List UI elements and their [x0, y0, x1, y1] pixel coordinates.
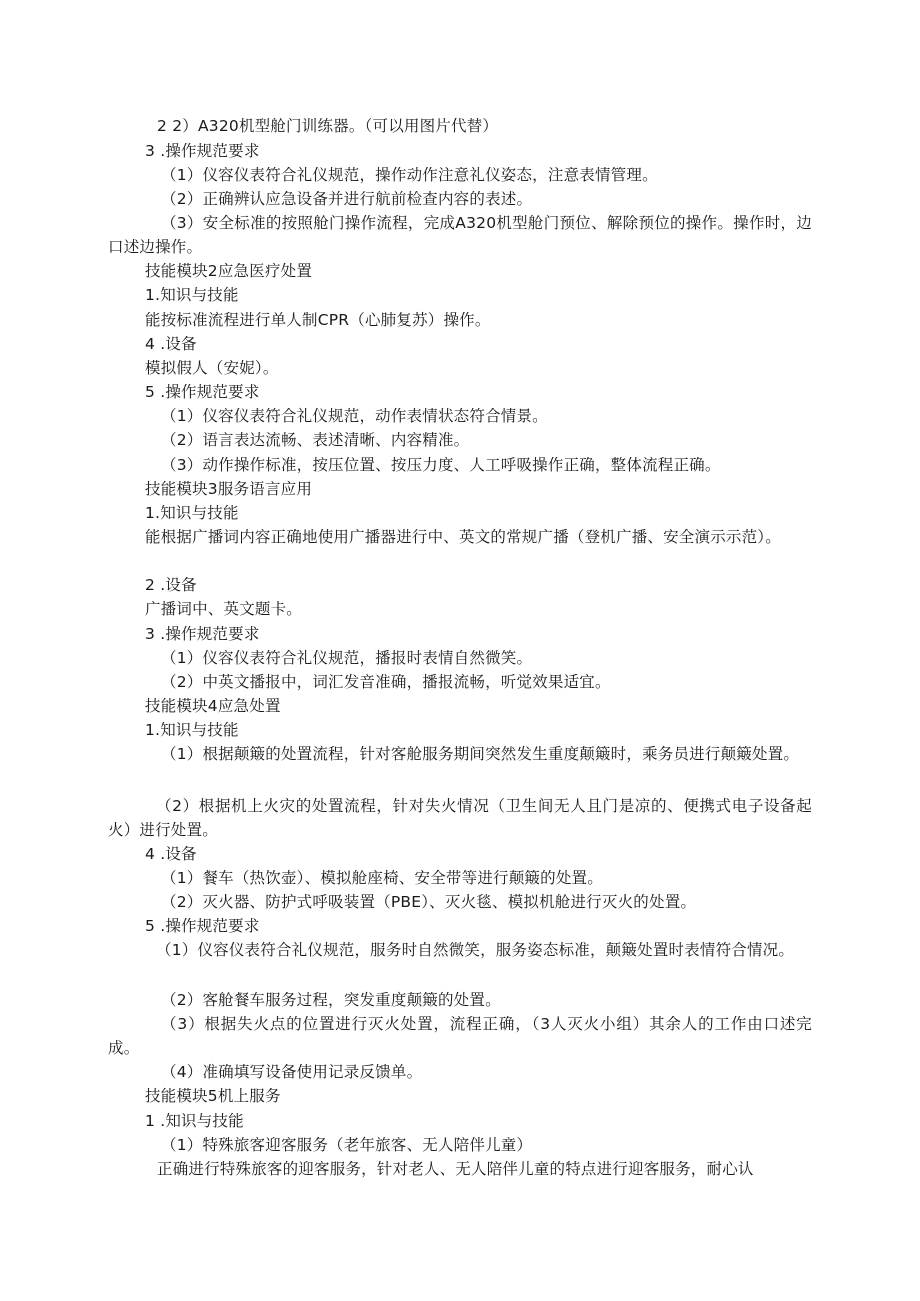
requirement-item: （3）安全标准的按照舱门操作流程，完成A320机型舱门预位、解除预位的操作。操作时，边口述边操作。 [108, 214, 812, 256]
section-heading: 1 .知识与技能 [145, 1112, 244, 1130]
requirement-item: （2）客舱餐车服务过程，突发重度颠簸的处置。 [161, 991, 501, 1009]
section-heading: 3 .操作规范要求 [145, 142, 260, 160]
requirement-item: （2）根据机上火灾的处置流程，针对失火情况（卫生间无人且门是凉的、便携式电子设备起火）进行处置。 [108, 797, 812, 839]
requirement-item: （1）仪容仪表符合礼仪规范，服务时自然微笑，服务姿态标准，颠簸处置时表情符合情况。 [156, 941, 795, 959]
subsection-heading: （1）特殊旅客迎客服务（老年旅客、无人陪伴儿童） [161, 1136, 533, 1154]
module-heading: 技能模块3服务语言应用 [145, 480, 313, 498]
section-heading: 4 .设备 [145, 845, 197, 863]
module-heading: 技能模块2应急医疗处置 [145, 262, 313, 280]
requirement-item: （2）中英文播报中，词汇发音准确，播报流畅，听觉效果适宜。 [161, 673, 611, 691]
paragraph: 正确进行特殊旅客的迎客服务，针对老人、无人陪伴儿童的特点进行迎客服务，耐心认 [157, 1160, 754, 1178]
requirement-item: （1）仪容仪表符合礼仪规范，播报时表情自然微笑。 [161, 649, 533, 667]
section-heading: 5 .操作规范要求 [145, 383, 260, 401]
section-heading: 1.知识与技能 [145, 721, 239, 739]
paragraph: 广播词中、英文题卡。 [145, 600, 303, 618]
paragraph: 能按标准流程进行单人制CPR（心肺复苏）操作。 [145, 311, 491, 329]
equipment-item: （1）餐车（热饮壶）、模拟舱座椅、安全带等进行颠簸的处置。 [161, 869, 603, 887]
module-heading: 技能模块4应急处置 [145, 697, 281, 715]
section-heading: 2 .设备 [145, 576, 197, 594]
requirement-item: （3）动作操作标准，按压位置、按压力度、人工呼吸操作正确，整体流程正确。 [161, 456, 721, 474]
requirement-item: （1）根据颠簸的处置流程，针对客舱服务期间突然发生重度颠簸时，乘务员进行颠簸处置。 [161, 745, 800, 763]
section-heading: 1.知识与技能 [145, 286, 239, 304]
requirement-item: （4）准确填写设备使用记录反馈单。 [161, 1063, 423, 1081]
paragraph: 能根据广播词内容正确地使用广播器进行中、英文的常规广播（登机广播、安全演示示范）。 [145, 528, 781, 546]
section-heading: 5 .操作规范要求 [145, 917, 260, 935]
equipment-item: （2）灭火器、防护式呼吸装置（PBE）、灭火毯、模拟机舱进行灭火的处置。 [161, 893, 697, 911]
requirement-item: （2）语言表达流畅、表述清晰、内容精准。 [161, 431, 470, 449]
requirement-item: （2）正确辨认应急设备并进行航前检查内容的表述。 [161, 190, 533, 208]
equipment-item-2: 2 2）A320机型舱门训练器。（可以用图片代替） [157, 117, 499, 135]
module-heading: 技能模块5机上服务 [145, 1087, 281, 1105]
paragraph: 模拟假人（安妮）。 [145, 359, 279, 377]
section-heading: 1.知识与技能 [145, 504, 239, 522]
section-heading: 4 .设备 [145, 335, 197, 353]
requirement-item: （1）仪容仪表符合礼仪规范，动作表情状态符合情景。 [161, 407, 548, 425]
requirement-item: （1）仪容仪表符合礼仪规范，操作动作注意礼仪姿态，注意表情管理。 [161, 166, 658, 184]
requirement-item: （3）根据失火点的位置进行灭火处置，流程正确，（3人灭火小组）其余人的工作由口述完成。 [108, 1015, 812, 1057]
section-heading: 3 .操作规范要求 [145, 625, 260, 643]
